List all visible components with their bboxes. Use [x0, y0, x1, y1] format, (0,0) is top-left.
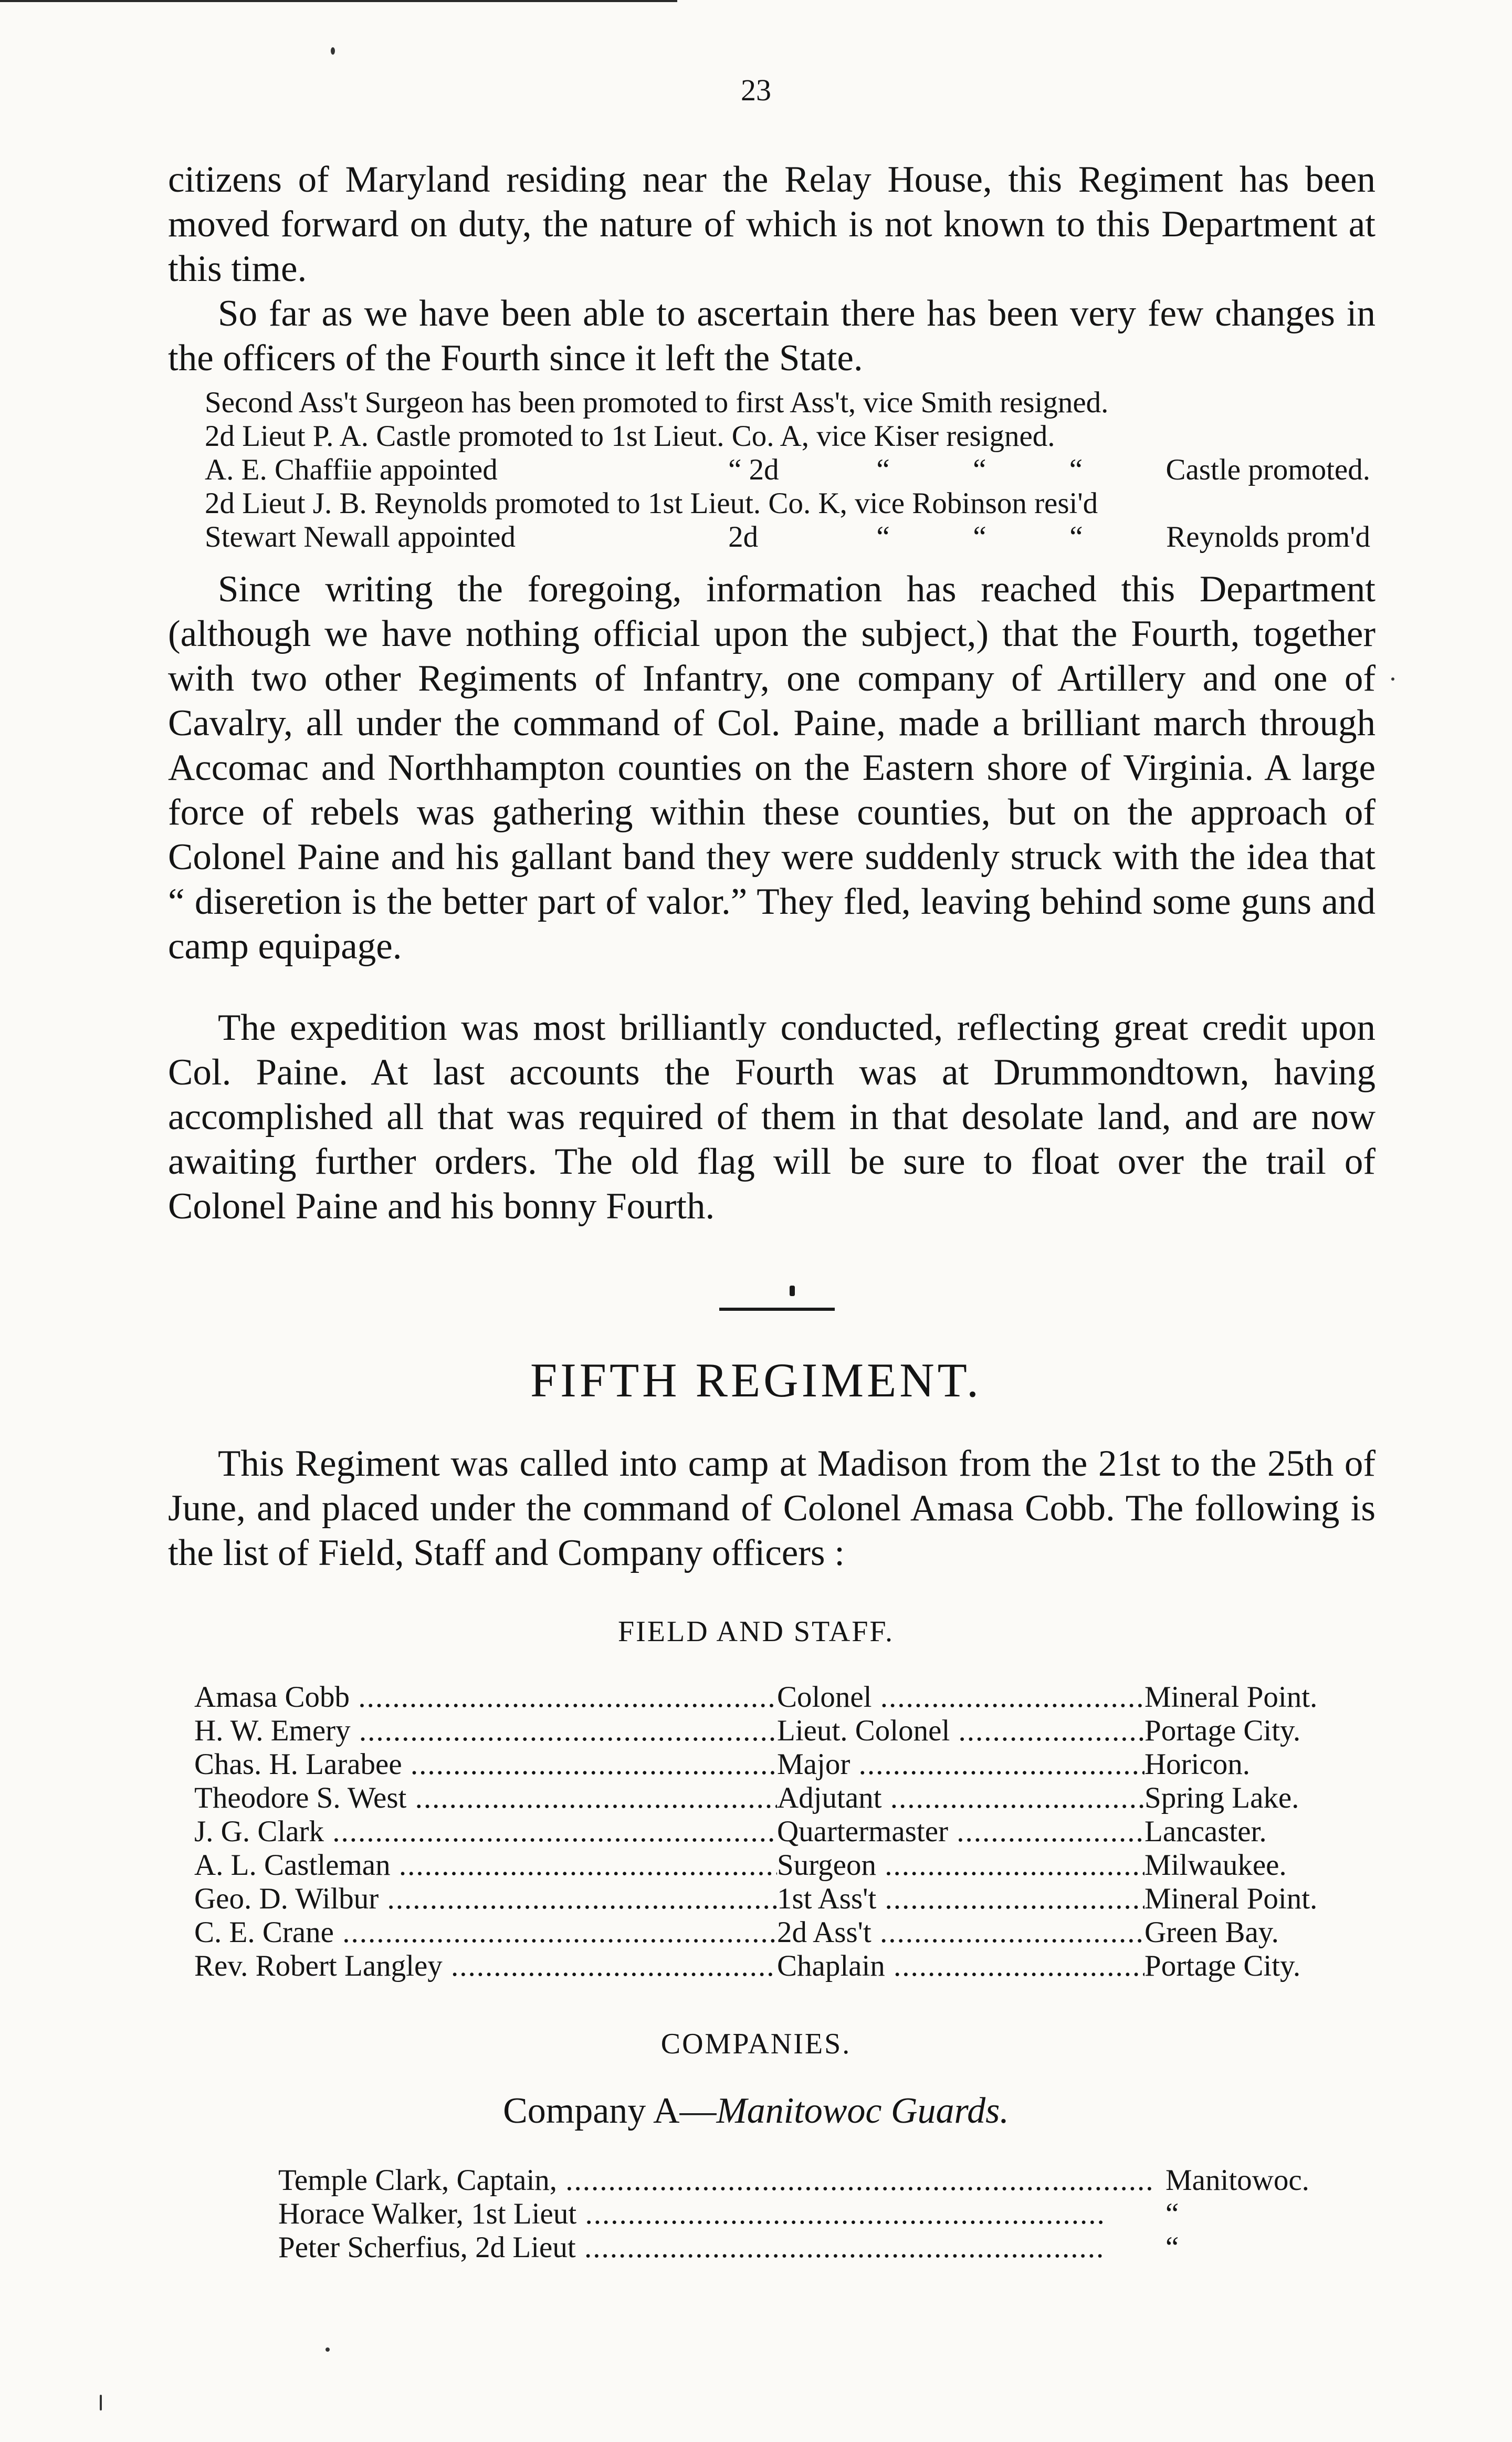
company-a-roster: [278, 2164, 1349, 2264]
companies-heading: COMPANIES.: [660, 2028, 852, 2060]
roster-row: Amasa Cobb ..... Colonel ..... Mineral Point.: [194, 1681, 1381, 1714]
paragraph-fifth-intro: This Regiment was called into camp at Madison from the 21st to the 25th of June, and placed under the command of Colonel Amasa Cobb. The following is the list of Field, Staff and Company officers :: [168, 1443, 1376, 1573]
officer-changes-list: [205, 386, 1370, 554]
roster-row: C. E. Crane ..... 2d Ass't ..... Green Bay.: [194, 1916, 1381, 1949]
roster-row: Rev. Robert Langley ..... Chaplain ..... Portage City.: [194, 1949, 1381, 1983]
roster-row: Temple Clark, Captain, ..... Manitowoc.: [278, 2164, 1349, 2197]
change-line: 2d Lieut J. B. Reynolds promoted to 1st Lieut. Co. K, vice Robinson resi'd: [205, 487, 1098, 520]
paper-speck: [1391, 677, 1394, 681]
paragraph-expedition: Since writing the foregoing, information has reached this Department (although we have nothing official upon the subject,) that the Fourth, together with two other Regiments of Infantry, one company of Artillery and one of Cavalry, all under the command of Col. Paine, made a brilliant march through Accomac and Northhampton counties on the Eastern shore of Virginia. A large force of rebels was gathering within these counties, but on the approach of Colonel Paine and his gallant band they were suddenly struck with the idea that “ diseretion is the better part of valor.” They fled, leaving behind some guns and camp equipage.: [168, 569, 1376, 967]
roster-row: Horace Walker, 1st Lieut ..... “: [278, 2197, 1349, 2231]
roster-row: Chas. H. Larabee ..... Major ..... Horicon.: [194, 1748, 1381, 1781]
page-number: 23: [741, 73, 771, 107]
roster-row: Theodore S. West ..... Adjutant ..... Spring Lake.: [194, 1781, 1381, 1815]
roster-row: J. G. Clark ..... Quartermaster ..... Lancaster.: [194, 1815, 1381, 1849]
change-line: Second Ass't Surgeon has been promoted to first Ass't, vice Smith resigned.: [205, 386, 1109, 419]
field-staff-heading: FIELD AND STAFF.: [618, 1615, 894, 1648]
top-border-line: [0, 0, 677, 2]
paragraph-continued: citizens of Maryland residing near the Relay House, this Regiment has been moved forward on duty, the nature of which is not known to this Department at this time.: [168, 159, 1376, 289]
company-a-heading: Company A—Manitowoc Guards.: [503, 2091, 1009, 2131]
change-line: Stewart Newall appointed 2d “ “ “ Reynolds prom'd: [205, 520, 1370, 554]
section-divider: [719, 1308, 835, 1311]
divider-ornament: [790, 1286, 795, 1296]
roster-row: A. L. Castleman ..... Surgeon ..... Milwaukee.: [194, 1849, 1381, 1882]
roster-row: Geo. D. Wilbur ..... 1st Ass't ..... Mineral Point.: [194, 1882, 1381, 1916]
change-line: 2d Lieut P. A. Castle promoted to 1st Lieut. Co. A, vice Kiser resigned.: [205, 420, 1055, 453]
paper-speck: [326, 2347, 330, 2352]
paragraph-conduct: The expedition was most brilliantly conducted, reflecting great credit upon Col. Paine. At last accounts the Fourth was at Drummondtown, having accomplished all that was required of them in that desolate land, and are now awaiting further orders. The old flag will be sure to float over the trail of Colonel Paine and his bonny Fourth.: [168, 1007, 1376, 1227]
roster-row: H. W. Emery ..... Lieut. Colonel ..... Portage City.: [194, 1714, 1381, 1748]
roster-row: Peter Scherfius, 2d Lieut ..... “: [278, 2231, 1349, 2264]
field-staff-roster: [194, 1681, 1381, 1983]
paper-speck: [100, 2395, 102, 2410]
regiment-heading: FIFTH REGIMENT.: [530, 1353, 982, 1407]
paper-speck: [331, 47, 335, 55]
paragraph-changes-intro: So far as we have been able to ascertain there has been very few changes in the officers of the Fourth since it left the State.: [168, 293, 1376, 379]
change-line: A. E. Chaffiie appointed “ 2d “ “ “ Castle promoted.: [205, 453, 1370, 486]
